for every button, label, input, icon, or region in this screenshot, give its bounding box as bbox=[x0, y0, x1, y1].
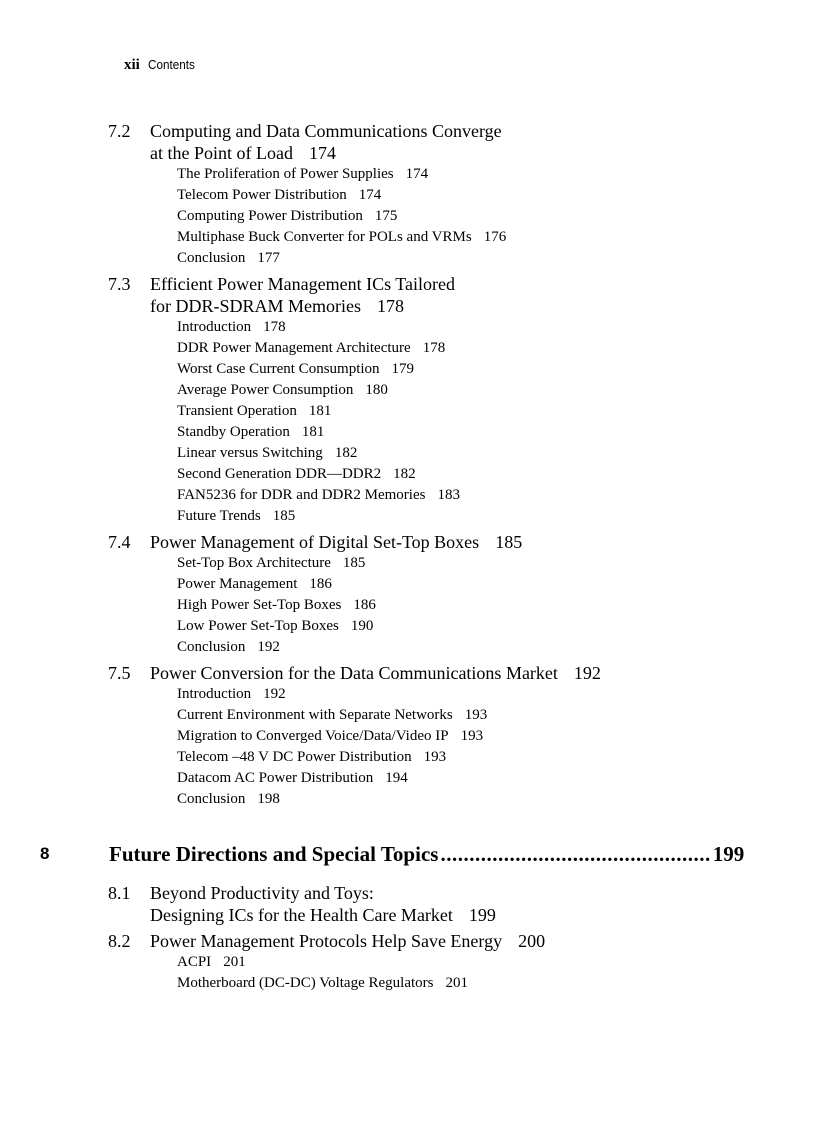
entry-title: Average Power Consumption bbox=[177, 382, 354, 398]
entry-title: Second Generation DDR—DDR2 bbox=[177, 466, 382, 482]
section-number: 7.5 bbox=[108, 663, 131, 683]
section-title: Power Management Protocols Help Save Energy bbox=[150, 931, 503, 951]
list-item bbox=[0, 227, 816, 248]
section-title-line bbox=[150, 273, 816, 295]
entry-page: 179 bbox=[391, 361, 415, 377]
table-of-contents bbox=[0, 120, 816, 998]
entry-title: Linear versus Switching bbox=[177, 445, 323, 461]
sections-group-chapter-8 bbox=[0, 882, 816, 994]
entry-title: Transient Operation bbox=[177, 403, 297, 419]
running-head-title: Contents bbox=[147, 57, 195, 72]
entry-title: Standby Operation bbox=[177, 424, 290, 440]
section-title-line bbox=[150, 531, 816, 553]
entry-page: 185 bbox=[342, 555, 366, 571]
list-item bbox=[0, 973, 816, 994]
entry-title: Multiphase Buck Converter for POLs and VRMs bbox=[177, 229, 472, 245]
section-title: Efficient Power Management ICs Tailored bbox=[150, 274, 455, 294]
section-heading bbox=[0, 120, 816, 164]
list-item bbox=[0, 637, 816, 658]
dot-leader: ............................................... bbox=[440, 842, 711, 866]
entry-title: Computing Power Distribution bbox=[177, 208, 363, 224]
section-title-line bbox=[150, 930, 816, 952]
chapter-page: 199 bbox=[712, 842, 745, 866]
entry-page: 180 bbox=[365, 382, 388, 398]
list-item bbox=[0, 338, 816, 359]
subsection-list bbox=[0, 952, 816, 994]
entry-title: Conclusion bbox=[177, 791, 246, 807]
list-item bbox=[0, 768, 816, 789]
section-title: Beyond Productivity and Toys: bbox=[150, 883, 374, 903]
toc-section bbox=[0, 882, 816, 926]
entry-page: 185 bbox=[272, 508, 296, 524]
entry-page: 175 bbox=[374, 208, 398, 224]
section-number: 7.2 bbox=[108, 121, 131, 141]
section-title: Power Management of Digital Set-Top Boxes bbox=[150, 532, 480, 552]
entry-page: 176 bbox=[483, 229, 507, 245]
entry-page: 194 bbox=[385, 770, 408, 786]
entry-title: Low Power Set-Top Boxes bbox=[177, 618, 339, 634]
entry-page: 198 bbox=[257, 791, 280, 807]
subsection-list bbox=[0, 553, 816, 658]
entry-title: Power Management bbox=[177, 576, 298, 592]
list-item bbox=[0, 422, 816, 443]
entry-page: 174 bbox=[358, 187, 382, 203]
section-title: Computing and Data Communications Converge bbox=[150, 121, 502, 141]
list-item bbox=[0, 684, 816, 705]
entry-page: 186 bbox=[309, 576, 332, 592]
section-title-line bbox=[150, 662, 816, 684]
entry-page: 183 bbox=[437, 487, 460, 503]
section-heading bbox=[0, 930, 816, 952]
entry-page: 192 bbox=[263, 686, 286, 702]
entry-page: 201 bbox=[445, 975, 468, 991]
toc-section bbox=[0, 662, 816, 810]
chapter-title: Future Directions and Special Topics bbox=[109, 842, 439, 866]
list-item bbox=[0, 380, 816, 401]
entry-title: Datacom AC Power Distribution bbox=[177, 770, 374, 786]
section-heading bbox=[0, 882, 816, 926]
section-page: 185 bbox=[495, 532, 523, 552]
entry-page: 190 bbox=[350, 618, 374, 634]
entry-page: 186 bbox=[353, 597, 376, 613]
section-page: 200 bbox=[518, 931, 546, 951]
list-item bbox=[0, 485, 816, 506]
entry-page: 182 bbox=[334, 445, 358, 461]
entry-title: Conclusion bbox=[177, 250, 246, 266]
list-item bbox=[0, 164, 816, 185]
list-item bbox=[0, 726, 816, 747]
section-title-line bbox=[150, 142, 816, 164]
section-title: Designing ICs for the Health Care Market bbox=[150, 905, 453, 925]
chapter-number: 8 bbox=[40, 844, 50, 863]
entry-page: 181 bbox=[308, 403, 332, 419]
entry-page: 177 bbox=[257, 250, 280, 266]
list-item bbox=[0, 185, 816, 206]
section-title: at the Point of Load bbox=[150, 143, 293, 163]
chapter-title-row bbox=[109, 840, 745, 868]
entry-title: Telecom –48 V DC Power Distribution bbox=[177, 749, 412, 765]
subsection-list bbox=[0, 684, 816, 810]
toc-section bbox=[0, 930, 816, 994]
section-heading bbox=[0, 662, 816, 684]
toc-section bbox=[0, 531, 816, 658]
section-number: 8.2 bbox=[108, 931, 131, 951]
entry-title: Migration to Converged Voice/Data/Video IP bbox=[177, 728, 449, 744]
section-page: 178 bbox=[377, 296, 404, 316]
list-item bbox=[0, 553, 816, 574]
entry-title: Current Environment with Separate Networks bbox=[177, 707, 453, 723]
chapter-heading bbox=[0, 840, 816, 870]
list-item bbox=[0, 616, 816, 637]
entry-page: 174 bbox=[405, 166, 429, 182]
section-title: for DDR-SDRAM Memories bbox=[150, 296, 361, 316]
section-title-line bbox=[150, 120, 816, 142]
section-page: 192 bbox=[573, 663, 601, 683]
list-item bbox=[0, 705, 816, 726]
entry-title: Telecom Power Distribution bbox=[177, 187, 347, 203]
entry-title: Motherboard (DC-DC) Voltage Regulators bbox=[177, 975, 434, 991]
entry-page: 201 bbox=[223, 954, 246, 970]
list-item bbox=[0, 595, 816, 616]
list-item bbox=[0, 359, 816, 380]
entry-page: 193 bbox=[464, 707, 488, 723]
entry-title: High Power Set-Top Boxes bbox=[177, 597, 342, 613]
list-item bbox=[0, 464, 816, 485]
entry-page: 178 bbox=[263, 319, 286, 335]
entry-title: Introduction bbox=[177, 686, 252, 702]
list-item bbox=[0, 789, 816, 810]
entry-title: Future Trends bbox=[177, 508, 261, 524]
subsection-list bbox=[0, 164, 816, 269]
entry-page: 181 bbox=[301, 424, 325, 440]
entry-title: The Proliferation of Power Supplies bbox=[177, 166, 394, 182]
running-head bbox=[124, 57, 200, 79]
sections-group-chapter-7 bbox=[0, 120, 816, 810]
section-title: Power Conversion for the Data Communications Market bbox=[150, 663, 558, 683]
list-item bbox=[0, 317, 816, 338]
list-item bbox=[0, 206, 816, 227]
entry-page: 192 bbox=[257, 639, 280, 655]
list-item bbox=[0, 747, 816, 768]
section-page: 199 bbox=[468, 905, 496, 925]
section-title-line bbox=[150, 904, 816, 926]
entry-title: Introduction bbox=[177, 319, 252, 335]
section-number: 7.4 bbox=[108, 532, 131, 552]
section-title-line bbox=[150, 882, 816, 904]
page-number: xii bbox=[124, 57, 140, 73]
list-item bbox=[0, 506, 816, 527]
entry-page: 182 bbox=[393, 466, 416, 482]
section-heading bbox=[0, 531, 816, 553]
entry-page: 193 bbox=[460, 728, 484, 744]
section-number: 7.3 bbox=[108, 274, 131, 294]
section-page: 174 bbox=[308, 143, 336, 163]
entry-title: ACPI bbox=[177, 954, 212, 970]
entry-title: DDR Power Management Architecture bbox=[177, 340, 411, 356]
entry-title: FAN5236 for DDR and DDR2 Memories bbox=[177, 487, 426, 503]
entry-title: Worst Case Current Consumption bbox=[177, 361, 380, 377]
toc-section bbox=[0, 120, 816, 269]
list-item bbox=[0, 574, 816, 595]
section-heading bbox=[0, 273, 816, 317]
entry-page: 178 bbox=[422, 340, 446, 356]
list-item bbox=[0, 401, 816, 422]
list-item bbox=[0, 248, 816, 269]
list-item bbox=[0, 952, 816, 973]
list-item bbox=[0, 443, 816, 464]
subsection-list bbox=[0, 317, 816, 527]
section-number: 8.1 bbox=[108, 883, 131, 903]
entry-title: Set-Top Box Architecture bbox=[177, 555, 331, 571]
toc-section bbox=[0, 273, 816, 527]
section-title-line bbox=[150, 295, 816, 317]
entry-title: Conclusion bbox=[177, 639, 246, 655]
entry-page: 193 bbox=[423, 749, 447, 765]
